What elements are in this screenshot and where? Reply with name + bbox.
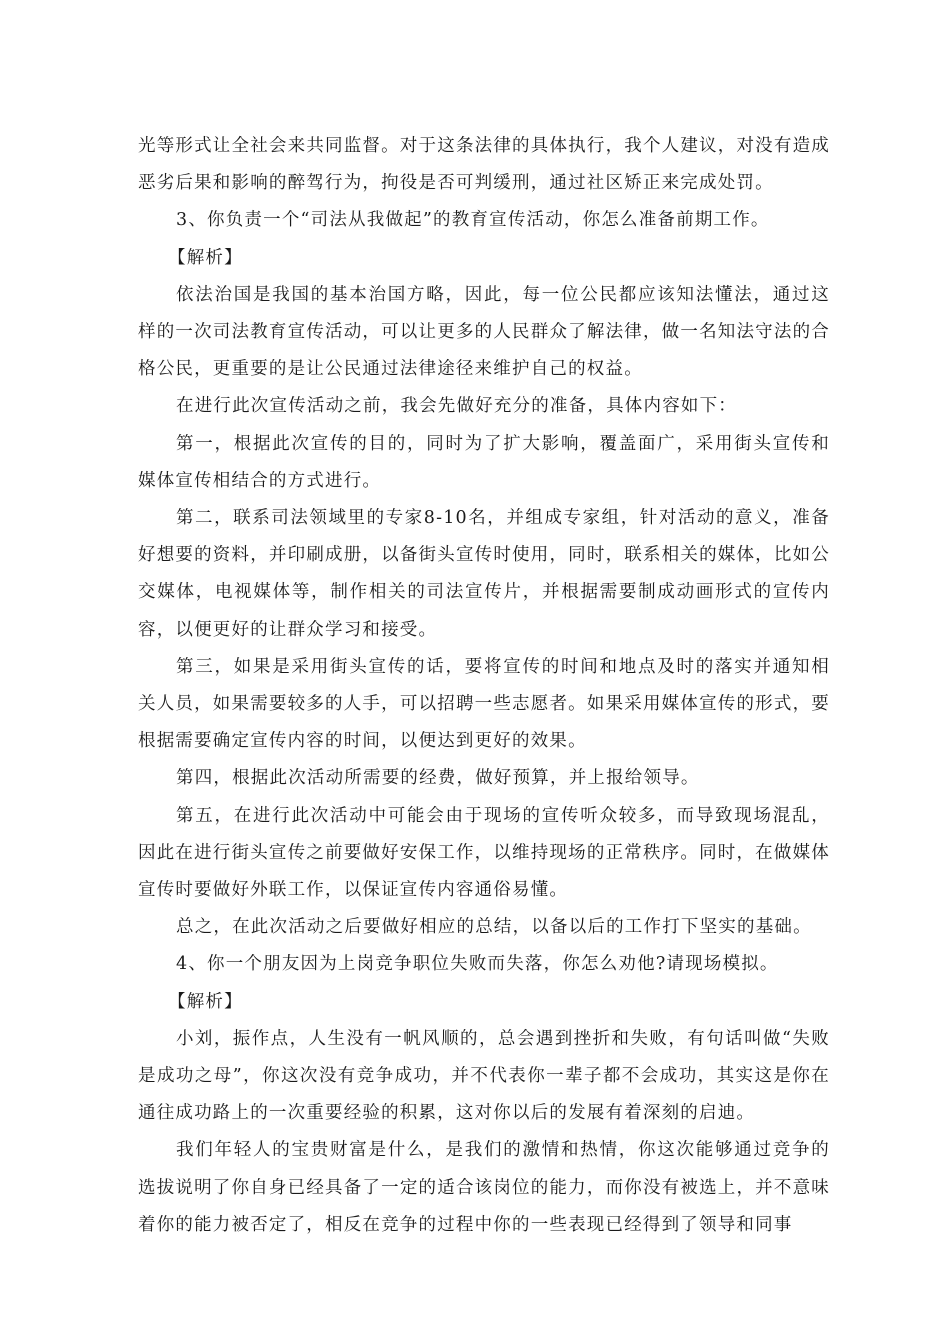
paragraph-continuation: 光等形式让全社会来共同监督。对于这条法律的具体执行，我个人建议，对没有造成恶劣后果和影响的醉驾行为，拘役是否可判缓刑，通过社区矫正来完成处罚。 xyxy=(138,136,830,194)
paragraph-step-4: 第四，根据此次活动所需要的经费，做好预算，并上报给领导。 xyxy=(176,768,700,789)
question-4-heading: 4、你一个朋友因为上岗竞争职位失败而失落，你怎么劝他?请现场模拟。 xyxy=(176,954,779,975)
paragraph-step-3: 第三，如果是采用街头宣传的话，要将宣传的时间和地点及时的落实并通知相关人员，如果需要较多的人手，可以招聘一些志愿者。如果采用媒体宣传的形式，要根据需要确定宣传内容的时间，以便达到更好的效果。 xyxy=(138,656,830,752)
analysis-label: 【解析】 xyxy=(168,247,243,268)
paragraph-preparation-intro: 在进行此次宣传活动之前，我会先做好充分的准备，具体内容如下： xyxy=(176,396,737,417)
analysis-label: 【解析】 xyxy=(168,991,243,1012)
paragraph-encouragement: 小刘，振作点，人生没有一帆风顺的，总会遇到挫折和失败，有句话叫做“失败是成功之母”，你这次没有竞争成功，并不代表你一辈子都不会成功，其实这是你在通往成功路上的一次重要经验的积累，这对你以后的发展有着深刻的启迪。 xyxy=(138,1028,830,1124)
paragraph-step-1: 第一，根据此次宣传的目的，同时为了扩大影响，覆盖面广，采用街头宣传和媒体宣传相结合的方式进行。 xyxy=(138,433,830,491)
document-page xyxy=(138,128,830,1244)
paragraph-youth-wealth: 我们年轻人的宝贵财富是什么，是我们的激情和热情，你这次能够通过竞争的选拔说明了你自身已经具备了一定的适合该岗位的能力，而你没有被选上，并不意味着你的能力被否定了，相反在竞争的过程中你的一些表现已经得到了领导和同事 xyxy=(138,1140,830,1235)
paragraph-step-5: 第五，在进行此次活动中可能会由于现场的宣传听众较多，而导致现场混乱，因此在进行街头宣传之前要做好安保工作，以维持现场的正常秩序。同时，在做媒体宣传时要做好外联工作，以保证宣传内容通俗易懂。 xyxy=(138,805,830,901)
paragraph-rule-of-law: 依法治国是我国的基本治国方略，因此，每一位公民都应该知法懂法，通过这样的一次司法教育宣传活动，可以让更多的人民群众了解法律，做一名知法守法的合格公民，更重要的是让公民通过法律途径来维护自己的权益。 xyxy=(138,284,830,380)
paragraph-summary: 总之，在此次活动之后要做好相应的总结，以备以后的工作打下坚实的基础。 xyxy=(176,917,812,938)
paragraph-step-2: 第二，联系司法领域里的专家8-10名，并组成专家组，针对活动的意义，准备好想要的资料，并印刷成册，以备街头宣传时使用，同时，联系相关的媒体，比如公交媒体，电视媒体等，制作相关的司法宣传片，并根据需要制成动画形式的宣传内容，以便更好的让群众学习和接受。 xyxy=(138,508,830,640)
question-3-heading: 3、你负责一个“司法从我做起”的教育宣传活动，你怎么准备前期工作。 xyxy=(176,210,770,231)
